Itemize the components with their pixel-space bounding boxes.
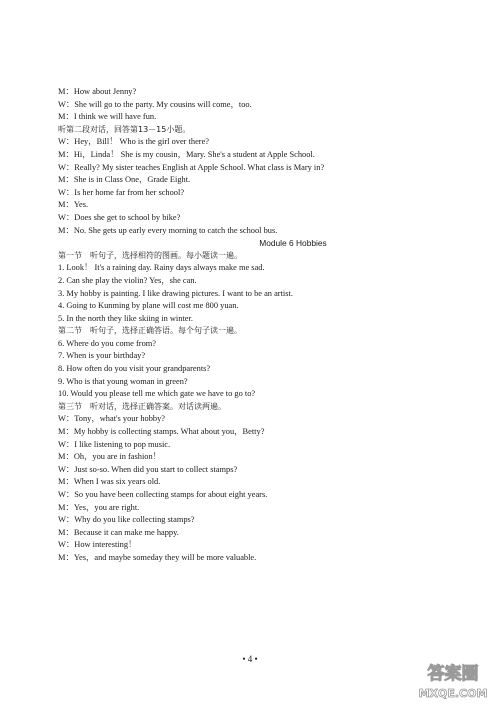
text-line: 2. Can she play the violin? Yes，she can. xyxy=(58,275,197,285)
text-line: W：I like listening to pop music. xyxy=(58,439,171,449)
text-line: M：Yes. xyxy=(58,200,89,210)
text-line: 3. My hobby is painting. I like drawing pictures. I want to be an artist. xyxy=(58,288,293,298)
text-line: W：Is her home far from her school? xyxy=(58,187,185,197)
text-line: W：So you have been collecting stamps for about eight years. xyxy=(58,490,268,499)
section-instruction: 听第二段对话，回答第13－15小题。 xyxy=(58,124,191,134)
watermark-logo xyxy=(414,657,492,701)
text-line: M：Because it can make me happy. xyxy=(58,527,179,537)
text-line: M：No. She gets up early every morning to catch the school bus. xyxy=(58,225,278,235)
document-body xyxy=(58,86,478,565)
text-line: M：Yes，and maybe someday they will be more valuable. xyxy=(58,552,257,562)
text-line: 9. Who is that young woman in green? xyxy=(58,376,188,386)
text-line: W：Why do you like collecting stamps? xyxy=(58,515,195,525)
text-line: M：When I was six years old. xyxy=(58,477,161,487)
text-line: M：Hi，Linda！ She is my cousin，Mary. She's a student at Apple School. xyxy=(58,149,315,159)
text-line: W：Really? My sister teaches English at Apple School. What class is Mary in? xyxy=(58,162,325,172)
text-line: W：Tony，what's your hobby? xyxy=(58,414,165,424)
text-line: W：How interesting！ xyxy=(58,540,137,550)
text-line: W：Hey，Bill！ Who is the girl over there? xyxy=(58,137,210,147)
watermark-bottom-text: MXQE.COM xyxy=(418,687,488,700)
text-line: M：Yes，you are right. xyxy=(58,502,140,512)
text-line: 4. Going to Kunming by plane will cost me 800 yuan. xyxy=(58,301,239,311)
text-line: 8. How often do you visit your grandparents? xyxy=(58,364,211,374)
text-line: M：She is in Class One，Grade Eight. xyxy=(58,175,191,185)
text-line: 1. Look！ It's a raining day. Rainy days always make me sad. xyxy=(58,263,265,273)
text-line: 5. In the north they like skiing in winter. xyxy=(58,313,193,323)
text-line: 6. Where do you come from? xyxy=(58,338,156,348)
text-line: M：My hobby is collecting stamps. What about you，Betty? xyxy=(58,427,265,437)
section-instruction: 第二节 听句子，选择正确答语。每个句子读一遍。 xyxy=(58,326,242,336)
text-line: M：Oh，you are in fashion！ xyxy=(58,452,162,462)
watermark-top-text: 答案圈 xyxy=(427,664,479,684)
text-line: W：She will go to the party. My cousins will come，too. xyxy=(58,99,252,109)
section-instruction: 第一节 听句子，选择相符的图画。每小题读一遍。 xyxy=(58,250,242,260)
module-heading: Module 6 Hobbies xyxy=(259,238,327,249)
section-instruction: 第三节 听对话，选择正确答案。对话读两遍。 xyxy=(58,401,226,411)
text-line: W：Just so-so. When did you start to collect stamps? xyxy=(58,464,238,474)
text-line: 7. When is your birthday? xyxy=(58,351,146,361)
text-line: 10. Would you please tell me which gate we have to go to? xyxy=(58,389,256,399)
text-line: M：How about Jenny? xyxy=(58,87,137,96)
text-line: M：I think we will have fun. xyxy=(58,112,157,122)
text-line: W：Does she get to school by bike? xyxy=(58,212,181,222)
page-number: • 4 • xyxy=(242,654,258,664)
